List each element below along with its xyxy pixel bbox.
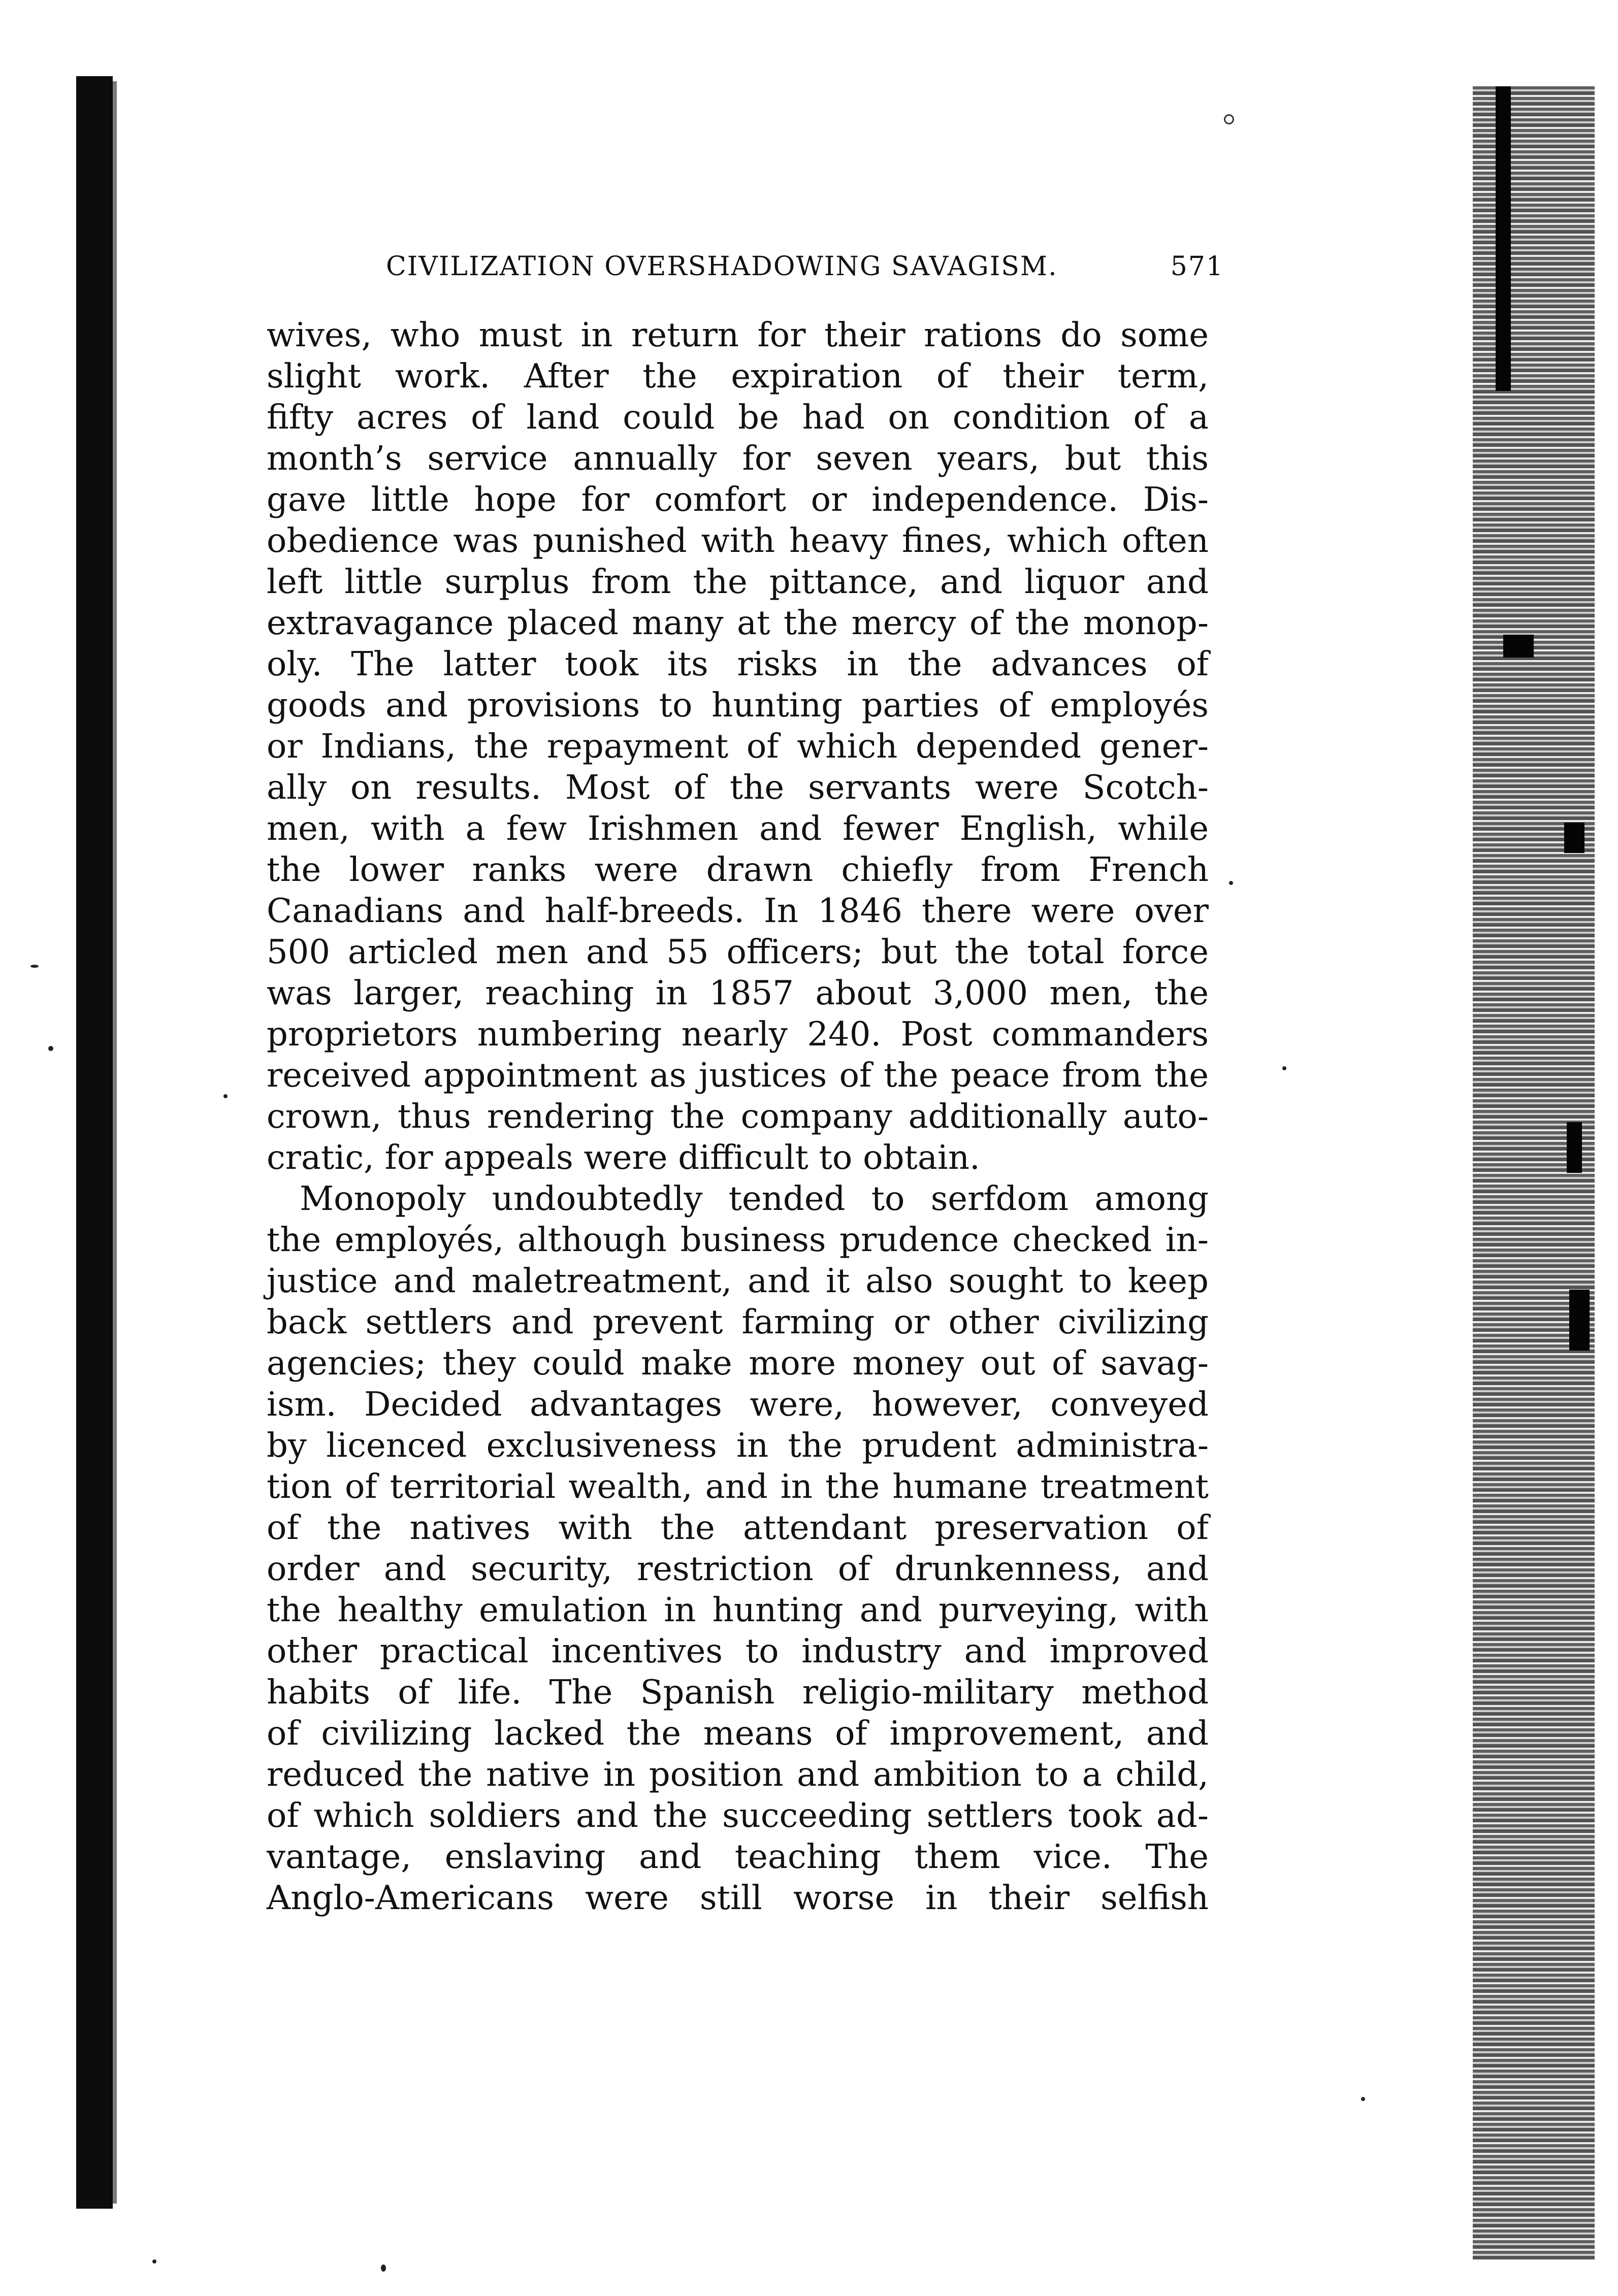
scan-speck [223, 1094, 228, 1098]
text-line: of civilizing lacked the means of improvement, and [267, 1714, 1209, 1753]
text-line: gave little hope for comfort or independence. Dis- [267, 480, 1209, 519]
scan-speck [1229, 881, 1233, 885]
scan-speck [48, 1046, 53, 1051]
scan-speck [1361, 2097, 1365, 2101]
text-line: wives, who must in return for their rations do some [267, 316, 1209, 354]
text-line: Canadians and half-breeds. In 1846 there were over [267, 892, 1209, 930]
binding-shadow-edge [113, 81, 117, 2204]
page-number: 571 [1170, 251, 1224, 282]
text-line: order and security, restriction of drunkenness, and [267, 1550, 1209, 1588]
running-title: CIVILIZATION OVERSHADOWING SAVAGISM. [386, 251, 1058, 282]
text-line: of the natives with the attendant preservation of [267, 1508, 1209, 1547]
text-line: of which soldiers and the succeeding settlers took ad- [267, 1796, 1209, 1835]
body-text [267, 315, 1209, 1919]
edge-mark [1564, 823, 1584, 853]
page-edge-artifact [1473, 86, 1595, 2259]
scan-speck [381, 2265, 386, 2272]
edge-mark [1496, 86, 1511, 391]
text-line: vantage, enslaving and teaching them vice. The [267, 1838, 1209, 1876]
text-line: Monopoly undoubtedly tended to serfdom among [300, 1179, 1209, 1218]
text-line: Anglo-Americans were still worse in their selfish [267, 1879, 1209, 1917]
edge-mark [1503, 635, 1534, 658]
text-line: fifty acres of land could be had on condition of a [267, 398, 1209, 437]
text-line: or Indians, the repayment of which depended gener- [267, 727, 1209, 766]
text-line: extravagance placed many at the mercy of the monop- [267, 604, 1209, 642]
text-line: oly. The latter took its risks in the advances of [267, 645, 1209, 683]
text-line: agencies; they could make more money out of savag- [267, 1344, 1209, 1383]
text-line: men, with a few Irishmen and fewer English, while [267, 809, 1209, 848]
scan-speck [30, 965, 39, 968]
text-line: slight work. After the expiration of their term, [267, 357, 1209, 396]
text-line: ally on results. Most of the servants were Scotch- [267, 768, 1209, 807]
text-line: reduced the native in position and ambition to a child, [267, 1755, 1209, 1794]
text-line: goods and provisions to hunting parties of employés [267, 686, 1209, 725]
edge-mark [1567, 1122, 1582, 1173]
text-line: other practical incentives to industry and improved [267, 1632, 1209, 1670]
text-line: habits of life. The Spanish religio-military method [267, 1673, 1209, 1712]
text-line: was larger, reaching in 1857 about 3,000 men, the [267, 974, 1209, 1012]
text-line: 500 articled men and 55 officers; but the total force [267, 933, 1209, 971]
text-line: by licenced exclusiveness in the prudent administra- [267, 1426, 1209, 1465]
text-line: proprietors numbering nearly 240. Post commanders [267, 1015, 1209, 1054]
text-line: cratic, for appeals were difficult to obtain. [267, 1138, 980, 1177]
binding-shadow [76, 76, 113, 2209]
text-line: tion of territorial wealth, and in the humane treatment [267, 1467, 1209, 1506]
text-line: the healthy emulation in hunting and purveying, with [267, 1591, 1209, 1629]
scan-speck [1224, 114, 1234, 124]
text-line: justice and maletreatment, and it also sought to keep [267, 1262, 1209, 1300]
text-line: back settlers and prevent farming or other civilizing [267, 1303, 1209, 1341]
text-line: the lower ranks were drawn chiefly from French [267, 850, 1209, 889]
edge-mark [1569, 1290, 1590, 1351]
text-line: received appointment as justices of the peace from the [267, 1056, 1209, 1095]
text-line: crown, thus rendering the company additionally auto- [267, 1097, 1209, 1136]
text-line: left little surplus from the pittance, and liquor and [267, 563, 1209, 601]
scan-speck [1282, 1066, 1286, 1070]
running-header [386, 246, 1224, 287]
text-line: ism. Decided advantages were, however, conveyed [267, 1385, 1209, 1424]
text-line: month’s service annually for seven years, but this [267, 439, 1209, 478]
text-line: obedience was punished with heavy fines, which often [267, 521, 1209, 560]
scan-speck [152, 2259, 156, 2264]
text-line: the employés, although business prudence checked in- [267, 1221, 1209, 1259]
